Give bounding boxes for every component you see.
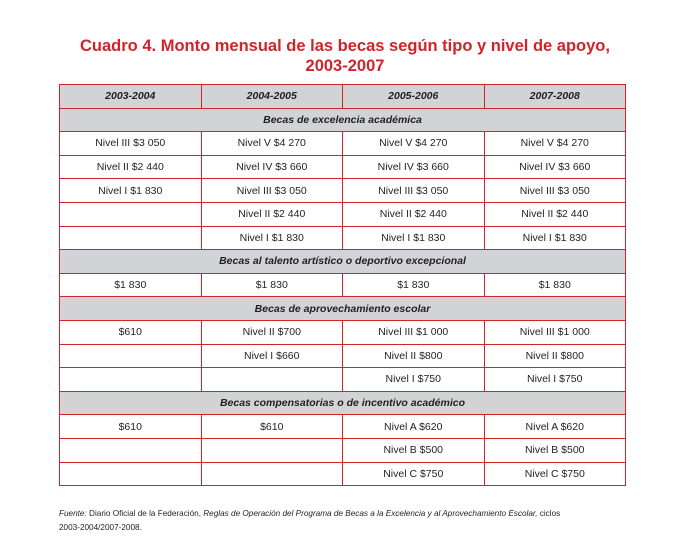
table-cell: Nivel V $4 270 <box>343 132 485 156</box>
table-cell: Nivel A $620 <box>343 415 485 439</box>
column-header: 2004-2005 <box>201 85 343 109</box>
table-row <box>60 415 626 439</box>
table-cell <box>60 438 202 462</box>
table-cell: Nivel IV $3 660 <box>343 155 485 179</box>
section-row <box>60 250 626 274</box>
column-header: 2005-2006 <box>343 85 485 109</box>
table-cell: Nivel IV $3 660 <box>201 155 343 179</box>
table-cell: Nivel IV $3 660 <box>484 155 626 179</box>
table-cell: Nivel I $750 <box>484 368 626 392</box>
source-note <box>59 507 599 535</box>
source-label: Fuente: <box>59 509 87 518</box>
table-cell: $1 830 <box>484 273 626 297</box>
table-row <box>60 202 626 226</box>
table-cell: Nivel I $1 830 <box>343 226 485 250</box>
table-cell: Nivel II $2 440 <box>201 202 343 226</box>
table-row <box>60 132 626 156</box>
table-row <box>60 438 626 462</box>
table-cell: Nivel V $4 270 <box>201 132 343 156</box>
column-header: 2007-2008 <box>484 85 626 109</box>
table-cell: Nivel B $500 <box>343 438 485 462</box>
section-label: Becas de excelencia académica <box>60 108 626 132</box>
section-label: Becas compensatorias o de incentivo académico <box>60 391 626 415</box>
source-text: Diario Oficial de la Federación, <box>86 509 204 518</box>
table-row <box>60 462 626 486</box>
table-cell <box>60 344 202 368</box>
table-row <box>60 179 626 203</box>
source-line-1 <box>59 507 599 521</box>
table-cell: Nivel III $1 000 <box>343 320 485 344</box>
table-cell: $610 <box>60 320 202 344</box>
section-label: Becas de aprovechamiento escolar <box>60 297 626 321</box>
table-cell: Nivel V $4 270 <box>484 132 626 156</box>
table-cell: Nivel C $750 <box>343 462 485 486</box>
section-label: Becas al talento artístico o deportivo excepcional <box>60 250 626 274</box>
table-cell: $610 <box>201 415 343 439</box>
table-cell: Nivel III $1 000 <box>484 320 626 344</box>
source-document-title: Reglas de Operación del Programa de Becas a la Excelencia y al Aprovechamiento Escolar, <box>203 509 538 518</box>
table-cell: Nivel II $2 440 <box>343 202 485 226</box>
table-cell: Nivel III $3 050 <box>201 179 343 203</box>
header-row <box>60 85 626 109</box>
table-cell: $1 830 <box>60 273 202 297</box>
section-row <box>60 391 626 415</box>
table-cell <box>201 462 343 486</box>
table-cell <box>201 438 343 462</box>
table-cell: $1 830 <box>343 273 485 297</box>
table-row <box>60 320 626 344</box>
table-title-line-1: Cuadro 4. Monto mensual de las becas según tipo y nivel de apoyo, <box>80 37 610 55</box>
column-header: 2003-2004 <box>60 85 202 109</box>
table-cell: Nivel II $2 440 <box>484 202 626 226</box>
table-cell: Nivel II $800 <box>343 344 485 368</box>
table-row <box>60 155 626 179</box>
table-cell: Nivel B $500 <box>484 438 626 462</box>
table-cell: Nivel II $800 <box>484 344 626 368</box>
table-cell: Nivel I $1 830 <box>484 226 626 250</box>
table-cell: Nivel II $2 440 <box>60 155 202 179</box>
table-cell: Nivel I $1 830 <box>60 179 202 203</box>
table-cell <box>60 226 202 250</box>
table-row <box>60 226 626 250</box>
source-line-2: 2003-2004/2007-2008. <box>59 523 142 532</box>
table-row <box>60 368 626 392</box>
table-row <box>60 273 626 297</box>
table-title <box>0 36 690 76</box>
table-cell: Nivel III $3 050 <box>343 179 485 203</box>
table-cell: Nivel III $3 050 <box>60 132 202 156</box>
table-cell: Nivel I $1 830 <box>201 226 343 250</box>
source-text-tail: ciclos <box>537 509 561 518</box>
section-row <box>60 297 626 321</box>
table-cell <box>60 202 202 226</box>
scholarship-table <box>59 84 626 486</box>
table-cell: Nivel I $660 <box>201 344 343 368</box>
table-cell <box>60 462 202 486</box>
table-cell: Nivel C $750 <box>484 462 626 486</box>
section-row <box>60 108 626 132</box>
table-cell <box>60 368 202 392</box>
table-cell: Nivel A $620 <box>484 415 626 439</box>
table-cell: Nivel II $700 <box>201 320 343 344</box>
table-cell <box>201 368 343 392</box>
table-cell: $1 830 <box>201 273 343 297</box>
table-cell: Nivel III $3 050 <box>484 179 626 203</box>
table-cell: $610 <box>60 415 202 439</box>
table-title-line-2: 2003-2007 <box>305 57 385 75</box>
table-cell: Nivel I $750 <box>343 368 485 392</box>
table-row <box>60 344 626 368</box>
